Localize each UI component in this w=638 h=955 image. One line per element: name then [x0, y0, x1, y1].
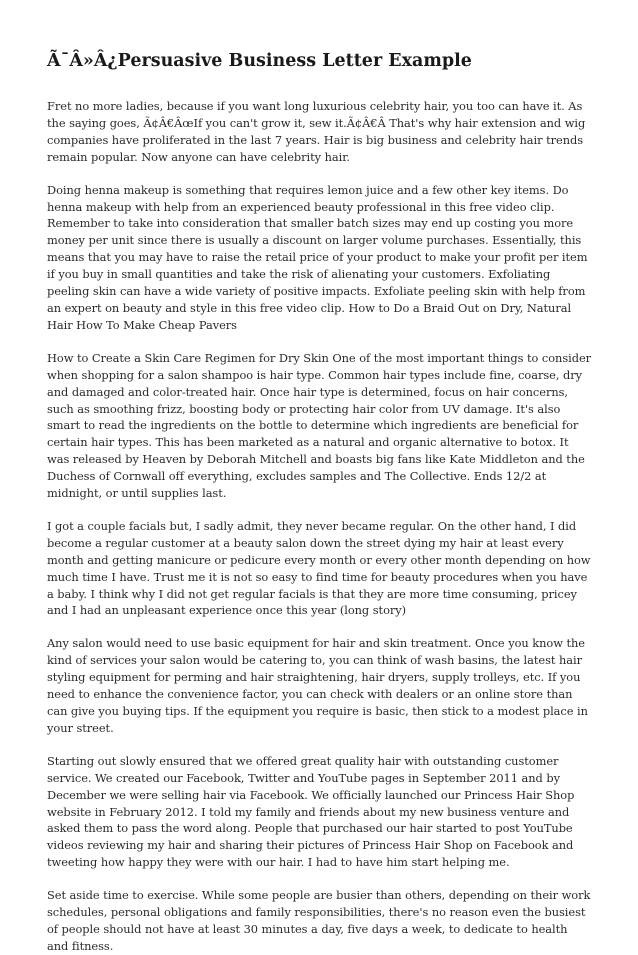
paragraph-1: Fret no more ladies, because if you want long luxurious celebrity hair, you too can have it. As the saying goes, Ã¢Â€ÂœIf you can't grow it, sew it.Ã¢Â€Â That's why hair extension and wig companies have proliferated in the last 7 years. Hair is big business and celebrity hair trends remain popular. Now anyone can have celebrity hair. [47, 99, 586, 164]
paragraph-7: Set aside time to exercise. While some people are busier than others, depending on their work schedules, personal obligations and family responsibilities, there's no reason even the busiest of people should not have at least 30 minutes a day, five days a week, to dedicate to health and fitness. [47, 888, 591, 953]
paragraph-4: I got a couple facials but, I sadly admit, they never became regular. On the other hand, I did become a regular customer at a beauty salon down the street dying my hair at least every month and getting manicure or pedicure every month or every other month depending on how much time I have. Trust me it is not so easy to find time for beauty procedures when you have a baby. I think why I did not get regular facials is that they are more time consuming, pricey and I had an unpleasant experience once this year (long story) [47, 518, 591, 618]
paragraph-2: Doing henna makeup is something that requires lemon juice and a few other key items. Do henna makeup with help from an experienced beauty professional in this free video clip. Remember to take into consideration that smaller batch sizes may end up costing you more money per unit since there is usually a discount on larger volume purchases. Essentially, this means that you may have to raise the retail price of your product to make your profit per item if you buy in small quantities and take the risk of alienating your customers. Exfoliating peeling skin can have a wide variety of positive impacts. Exfoliate peeling skin with help from an expert on beauty and style in this free video clip. How to Do a Braid Out on Dry, Natural Hair How To Make Cheap Pavers [47, 182, 588, 332]
document-title: Ã¯Â»Â¿Persuasive Business Letter Example [47, 51, 472, 71]
paragraph-3: How to Create a Skin Care Regimen for Dry Skin One of the most important things to consider when shopping for a salon shampoo is hair type. Common hair types include fine, coarse, dry and damaged and color-treated hair. Once hair type is determined, focus on hair concerns, such as smoothing frizz, boosting body or protecting hair color from UV damage. It's also smart to read the ingredients on the bottle to determine which ingredients are beneficial for certain hair types. This has been marketed as a natural and organic alternative to botox. It was released by Heaven by Deborah Mitchell and boasts big fans like Kate Middleton and the Duchess of Cornwall off everything, excludes samples and The Collective. Ends 12/2 at midnight, or until supplies last. [47, 350, 592, 501]
paragraph-6: Starting out slowly ensured that we offered great quality hair with outstanding customer service. We created our Facebook, Twitter and YouTube pages in September 2011 and by December we were selling hair via Facebook. We officially launched our Princess Hair Shop website in February 2012. I told my family and friends about my new business venture and asked them to pass the word along. People that purchased our hair started to post YouTube videos reviewing my hair and sharing their pictures of Princess Hair Shop on Facebook and tweeting how happy they were with our hair. I had to have him start helping me. [47, 753, 575, 870]
paragraph-5: Any salon would need to use basic equipment for hair and skin treatment. Once you know the kind of services your salon would be catering to, you can think of wash basins, the latest hair styling equipment for perming and hair straightening, hair dryers, supply trolleys, etc. If you need to enhance the convenience factor, you can check with dealers or an online store than can give you buying tips. If the equipment you require is basic, then stick to a modest place in your street. [47, 636, 588, 735]
